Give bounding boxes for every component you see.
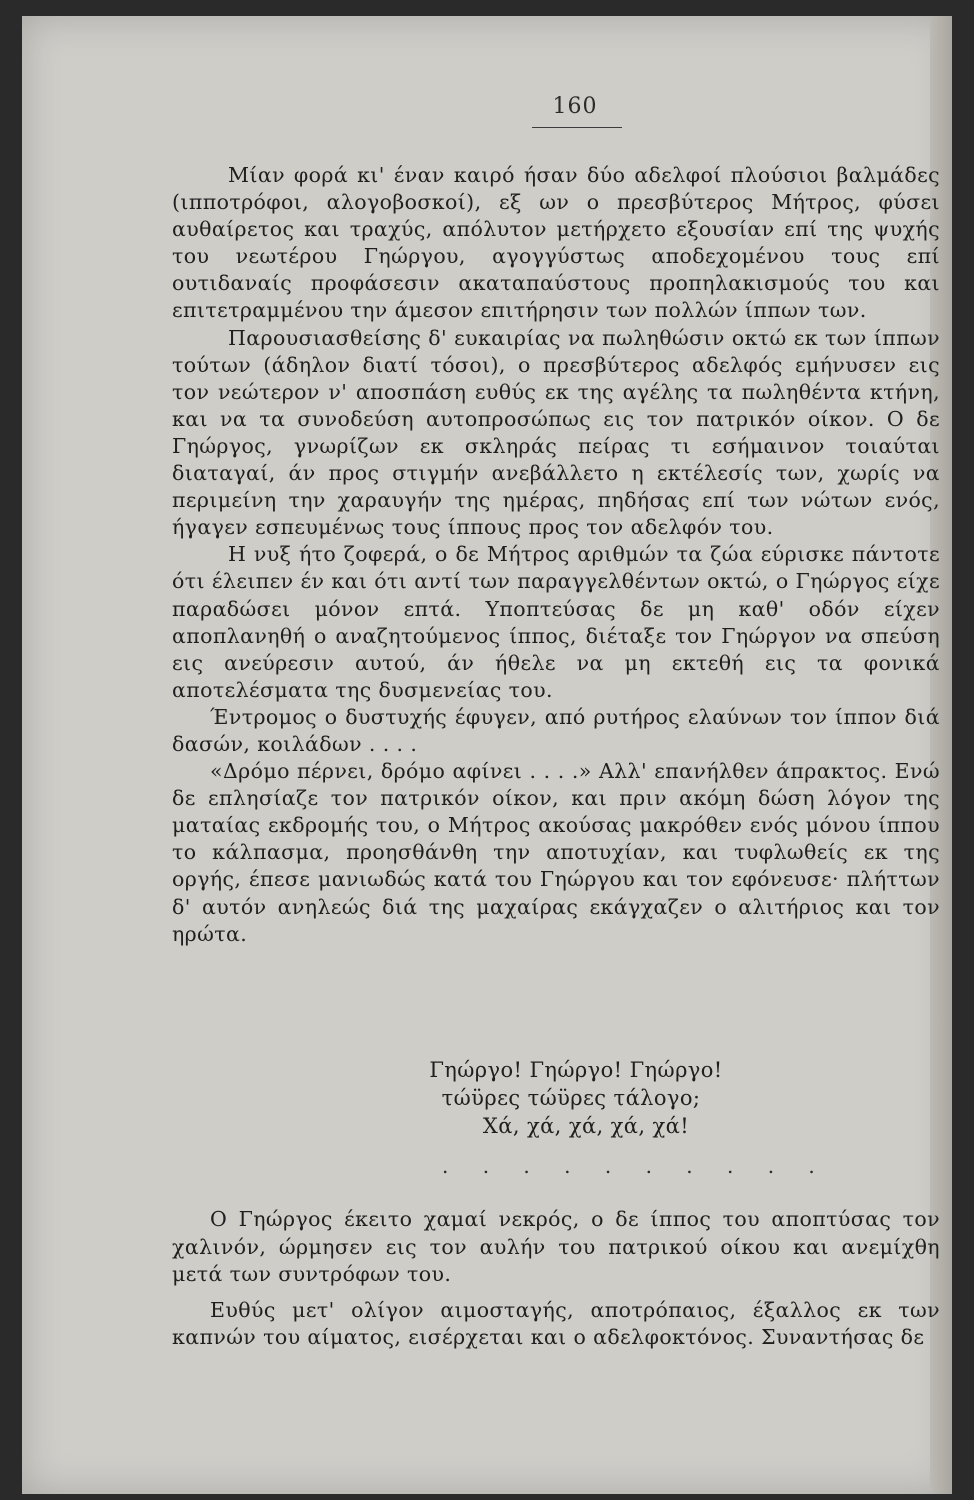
paragraph: Η νυξ ήτο ζοφερά, ο δε Μήτρος αριθμών τα ζώα εύρισκε πάντοτε ότι έλειπεν έν και ότι αντί των παραγγελθέντων οκτώ, ο Γηώργος είχε παραδώσει μόνον επτά. Υποπτεύσας δε μη καθ' οδόν είχεν αποπλανηθή ο αναζητούμενος ίππος, διέταξε τον Γηώργον να σπεύση εις ανεύρεσιν αυτού, άν ήθελε να μη εκτεθή εις τα φονικά αποτελέσματα της δυσμενείας του. [172, 542, 940, 702]
verse-line: τώϋρες τώϋρες τάλογο; [441, 1086, 701, 1110]
main-text [172, 162, 940, 948]
paragraph: Έντρομος ο δυστυχής έφυγεν, από ρυτήρος ελαύνων τον ίππον διά δασών, κοιλάδων . . . . [172, 704, 940, 756]
page-number: 160 [552, 94, 598, 119]
paragraph: «Δρόμο πέρνει, δρόμο αφίνει . . . .» Αλλ' επανήλθεν άπρακτος. Ενώ δε επλησίαζε τον πατρικόν οίκον, και πριν ακόμη δώση λόγον της ματαίας εκδρομής του, ο Μήτρος ακούσας μακρόθεν ενός μόνου ίππου το κάλπασμα, προησθάνθη την αποτυχίαν, και τυφλωθείς εκ της οργής, έπεσε μανιωδώς κατά του Γηώργου και τον εφόνευσε· πλήττων δ' αυτόν ανηλεώς διά της μαχαίρας εκάγχαζεν ο αλιτήριος και τον ηρώτα. [172, 759, 940, 946]
book-page [22, 16, 952, 1494]
ellipsis-separator: . . . . . . . . . . [442, 1154, 829, 1178]
paragraph: Ευθύς μετ' ολίγον αιμοσταγής, αποτρόπαιος, έξαλλος εκ των καπνών του αίματος, εισέρχεται και ο αδελφοκτόνος. Συναντήσας δε [172, 1297, 940, 1349]
verse-block [172, 1056, 940, 1140]
verse-line: Γηώργο! Γηώργο! Γηώργο! [429, 1058, 723, 1082]
paragraph: Παρουσιασθείσης δ' ευκαιρίας να πωληθώσιν οκτώ εκ των ίππων τούτων (άδηλον διατί τόσοι), ο πρεσβύτερος αδελφός εμήνυσεν εις τον νεώτερον ν' αποσπάση ευθύς εκ της αγέλης τα πωληθέντα κτήνη, και να τα συνοδεύση αυτοπροσώπως εις τον πατρικόν οίκον. Ο δε Γηώργος, γνωρίζων εκ σκληράς πείρας τι εσήμαινον τοιαύται διαταγαί, άν προς στιγμήν ανεβάλλετο η εκτέλεσίς των, χωρίς να περιμείνη την χαραυγήν της ημέρας, πηδήσας επί των νώτων ενός, ήγαγεν εσπευμένως τους ίππους προς τον αδελφόν του. [172, 325, 940, 540]
verse-line: Χά, χά, χά, χά, χά! [482, 1114, 690, 1138]
closing-text [172, 1206, 940, 1352]
paragraph: Μίαν φορά κι' έναν καιρό ήσαν δύο αδελφοί πλούσιοι βαλμάδες (ιπποτρόφοι, αλογοβοσκοί), εξ ων ο πρεσβύτερος Μήτρος, φύσει αυθαίρετος και τραχύς, απόλυτον μετήρχετο εξουσίαν επί της ψυχής του νεωτέρου Γηώργου, αγογγύστως αποδεχομένου τους επί ουτιδαναίς προφάσεσιν ακαταπαύστους προπηλακισμούς του και επιτετραμμένου την άμεσον επιτήρησιν των πολλών ίππων των. [172, 163, 940, 323]
page-number-rule [532, 127, 622, 128]
paragraph: Ο Γηώργος έκειτο χαμαί νεκρός, ο δε ίππος του αποπτύσας τον χαλινόν, ώρμησεν εις τον αυλήν του πατρικού οίκου και ανεμίχθη μετά των συντρόφων του. [172, 1207, 940, 1286]
